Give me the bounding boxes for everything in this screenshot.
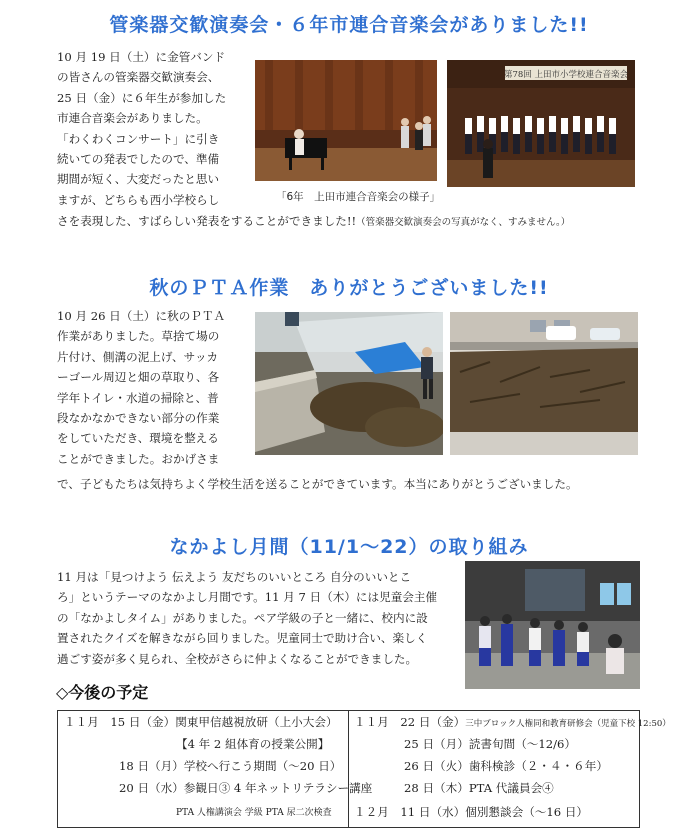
- text-line: 続いての発表でしたので、準備: [57, 152, 220, 167]
- text-line: さを表現した、すばらしい発表をすることができました!!: [57, 214, 357, 228]
- schedule-event: 参観日③ 4 年ネットリテラシー講座: [183, 781, 373, 795]
- section-body-music: [57, 47, 226, 210]
- text-line: をしていただき、環境を整える: [57, 431, 219, 446]
- text-line: 置されたクイズを解きながら回りました。児童同士で助け合い、楽しく: [57, 631, 428, 646]
- schedule-date: 22 日（金）: [400, 715, 466, 729]
- text-line: の皆さんの管楽器交歓演奏会、: [57, 70, 220, 85]
- schedule-event: 三中ブロック人権同和教育研修会（児童下校 12:50）: [465, 719, 671, 729]
- schedule-date: 28 日（木）: [404, 781, 469, 795]
- photo-note: （管楽器交歓演奏会の写真がなく、すみません。）: [356, 217, 571, 228]
- schedule-row: [404, 780, 554, 796]
- section-title-music: 管楽器交歓演奏会・６年市連合音楽会がありました!!: [109, 14, 589, 36]
- text-line: 市連合音楽会がありました。: [57, 111, 208, 126]
- schedule-row: [119, 780, 372, 796]
- schedule-month: １１月: [354, 715, 389, 729]
- schedule-event: 【4 年 2 組体育の授業公開】: [176, 737, 330, 751]
- concert-photo-piano: [255, 60, 437, 181]
- schedule-event: PTA 人権講演会 学級 PTA 尿二次検査: [176, 808, 332, 818]
- schedule-row: [64, 714, 338, 730]
- text-line: 学年トイレ・水道の掃除と、普: [57, 390, 219, 405]
- schedule-date: 11 日（水）: [400, 805, 466, 819]
- text-line: ますが、どちらも西小学校らし: [57, 192, 220, 207]
- nakayoshi-photo: [465, 561, 640, 689]
- schedule-table: [57, 710, 671, 828]
- text-line: 11 月は「見つけよう 伝えよう 友だちのいいところ 自分のいいとこ: [57, 570, 412, 584]
- section-body-pta: [57, 306, 225, 469]
- text-line: 「わくわくコンサート」に引き: [57, 131, 220, 146]
- schedule-date: 26 日（火）: [404, 759, 469, 773]
- schedule-row: [354, 804, 588, 820]
- schedule-date: 20 日（水）: [119, 781, 184, 795]
- text-line: の「なかよしタイム」がありました。ペア学級の子と一緒に、校内に設: [57, 610, 428, 625]
- schedule-row: [119, 758, 341, 774]
- schedule-month: １１月: [64, 715, 99, 729]
- text-line: 片付け、側溝の泥上げ、サッカ: [57, 349, 219, 364]
- schedule-title: ◇今後の予定: [56, 683, 149, 702]
- photo-caption: 「6年 上田市連合音楽会の様子」: [276, 191, 441, 203]
- schedule-date: 15 日（金）: [110, 715, 176, 729]
- schedule-event: 関東甲信越視放研（上小大会）: [175, 715, 338, 729]
- schedule-event: 読書旬間（～12/6）: [468, 737, 577, 751]
- text-line: 10 月 26 日（土）に秋のＰＴＡ: [57, 309, 226, 323]
- schedule-date: 25 日（月）: [404, 737, 469, 751]
- schedule-row: [176, 805, 332, 818]
- text-line: ことができました。おかげさま: [57, 451, 220, 466]
- text-line: 25 日（金）に６年生が参加した: [57, 90, 227, 105]
- schedule-divider: [348, 711, 349, 827]
- text-line: 10 月 19 日（土）に金管バンド: [57, 50, 226, 64]
- banner-text: 第78回 上田市小学校連合音楽会: [503, 70, 629, 80]
- schedule-event: 歯科検診（２・４・６年）: [468, 759, 608, 773]
- text-line: ーゴール周辺と畑の草取り、各: [57, 370, 220, 385]
- text-line: 段なかなかできない部分の作業: [57, 411, 220, 426]
- text-line: 過ごす姿が多く見られ、全校がさらに仲よくなることができました。: [57, 651, 418, 666]
- schedule-month: １２月: [354, 805, 389, 819]
- pta-work-photo-field: [255, 312, 443, 455]
- schedule-row: [176, 736, 329, 752]
- text-line: 期間が短く、大変だったと思い: [57, 172, 220, 187]
- schedule-row: [404, 736, 576, 752]
- schedule-row: [354, 714, 671, 730]
- schedule-row: [404, 758, 608, 774]
- schedule-event: 個別懇談会（～16 日）: [465, 805, 589, 819]
- section-title-pta: 秋のＰＴＡ作業 ありがとうございました!!: [149, 277, 549, 299]
- section-title-nakayoshi: なかよし月間（11/1～22）の取り組み: [169, 536, 529, 558]
- section-body-pta-last: [57, 474, 578, 494]
- text-line: で、子どもたちは気持ちよく学校生活を送ることができています。本当にありがとうございました。: [57, 477, 578, 491]
- pta-work-photo-bed: [450, 312, 638, 455]
- text-line: 作業がありました。草捨て場の: [57, 329, 220, 344]
- schedule-date: 18 日（月）: [119, 759, 184, 773]
- text-line: ろ」というテーマのなかよし月間です。11 月 7 日（木）には児童会主催: [57, 590, 438, 605]
- section-body-music-last: [57, 211, 570, 233]
- schedule-event: PTA 代議員会④: [468, 781, 554, 795]
- schedule-event: 学校へ行こう期間（～20 日）: [183, 759, 342, 773]
- section-body-nakayoshi: [57, 567, 437, 669]
- concert-photo-choir: [447, 60, 635, 187]
